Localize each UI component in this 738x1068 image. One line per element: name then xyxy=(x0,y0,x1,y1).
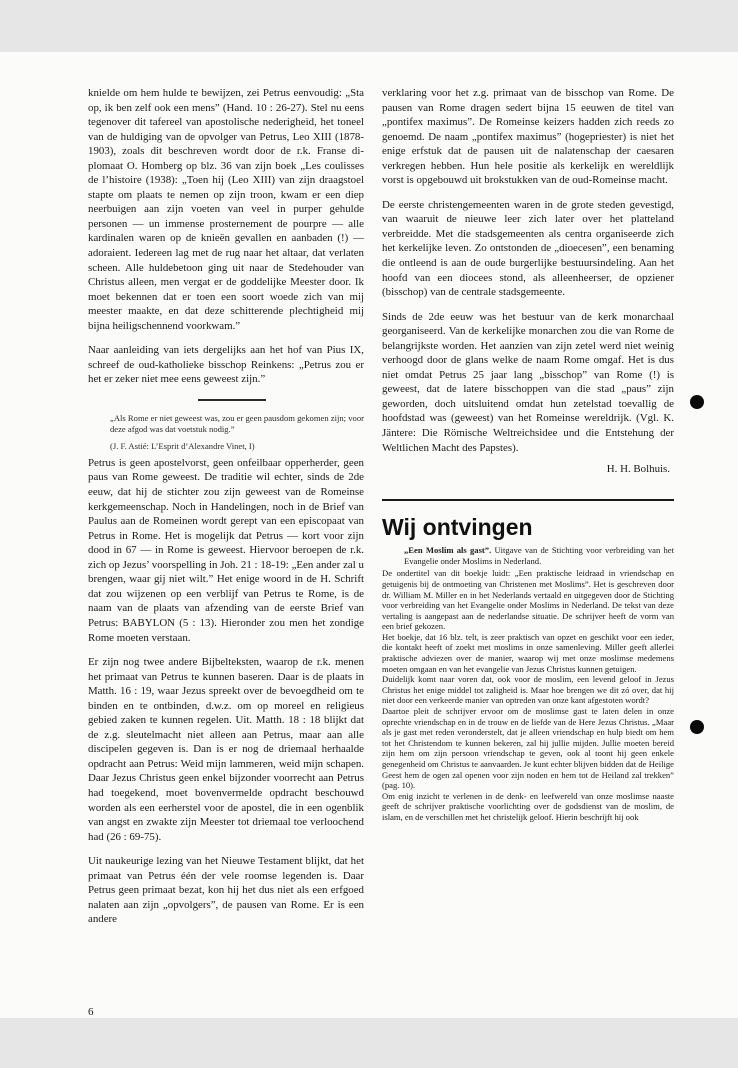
body-paragraph: De eerste christengemeenten waren in de grote steden gevestigd, van waaruit de nieuwe leer zich later over het platteland verbreidde. Met die stadsgemeenten als centra organiseerde zich het kerkelijke leven. Zo ontstonden de „dioecesen”, een benaming die ontleend is aan de oude burgerlijke bestuursindeling. Aan het hoofd van een diocees stond, als alleenheerser, de opziener (bisschop) van de centrale stadsgemeente. xyxy=(382,198,674,299)
top-margin-band xyxy=(0,0,738,52)
section-rule xyxy=(382,499,674,501)
separator-rule xyxy=(198,399,266,401)
body-paragraph: knielde om hem hulde te bewijzen, zei Petrus eenvoudig: „Sta op, ik ben zelf ook een mens” (Hand. 10 : 26-27). Stel nu eens tegenover dit tafereel van apostolische nederigheid, het toneel van de huldiging van de opvolger van Petrus, Leo XIII (1878-1903), zoals dit beschreven wordt door de r.k. Franse diplomaat O. Homberg op blz. 36 van zijn boek „Les coulisses de l’histoire (1938): „Toen hij (Leo XIII) van zijn draagstoel stapte om plaats te nemen op zijn troon, kwam er een diep neerbuigen aan zijn voeten van veel in purper gehulde personen — un immense prosternement de pourpre — alle kardinalen waren op de knieën gevallen en aanbaden (!) — adoraient. Iedereen lag met de rug naar het altaar, dat verlaten scheen. Alle huldebetoon ging uit naar de Stedehouder van Christus alleen, men vergat er de goddelijke Meester door. Ik moet bekennen dat er toen een soort woede zich van mij meester maakte, en dat deze schitterende plechtigheid mij bijna heiligschennend voorkwam.” xyxy=(88,87,364,332)
quote-source: (J. F. Astié: L’Esprit d’Alexandre Vinet, I) xyxy=(110,440,255,451)
block-quote: „Als Rome er niet geweest was, zou er geen pausdom gekomen zijn; voor deze afgod was dat voetstuk nodig.” xyxy=(110,412,364,434)
left-column xyxy=(88,86,364,927)
punch-hole-mark xyxy=(690,395,704,409)
book-title: „Een Moslim als gast”. xyxy=(404,545,492,556)
punch-hole-mark xyxy=(690,720,704,734)
section-heading: Wij ontvingen xyxy=(382,514,533,541)
review-paragraph: De ondertitel van dit boekje luidt: „Een praktische leidraad in vriendschap en getuigenis bij de ontmoeting van Christenen met Moslims”. Het is geschreven door dr. William M. Miller en in het Nederlands vertaald en uitgegeven door de Stichting voor verbreiding van het Evangelie onder Moslims in Nederland. De tekst van deze vertaling is aangepast aan de nederlandse situatie. De schrijver heeft de vorm van een brief gekozen. xyxy=(382,568,674,632)
author-signature: H. H. Bolhuis. xyxy=(606,463,670,476)
bottom-margin-band xyxy=(0,1018,738,1068)
review-paragraph: Om enig inzicht te verlenen in de denk- en leefwereld van onze moslimse naaste geeft de schrijver praktische voorlichting over de godsdienst van de moslim, de islam, en de verschillen met het christelijk geloof. Hierin beschrijft hij ook xyxy=(382,790,674,822)
right-column xyxy=(382,86,674,823)
body-paragraph: Uit naukeurige lezing van het Nieuwe Testament blijkt, dat het primaat van Petrus één der vele roomse legenden is. Daar Petrus geen primaat bezat, kon hij het dus niet als een erfgoed nalaten aan zijn „opvolgers”, de pausen van Rome. Er is een andere xyxy=(88,855,364,926)
review-paragraph: Daartoe pleit de schrijver ervoor om de moslimse gast te laten delen in onze oprechte vriendschap en in de trouw en de liefde van de Here Jezus Christus. „Maar als je gast met reden veronderstelt, dat je alleen vriendschap en hulp biedt om hem tot het Christendom te kunnen bekeren, zal hij jullie mijden. Jullie moeten bereid zijn hem om zijn persoon vriendschap te geven, ook al toont hij geen enkele genegenheid om Christus te aanvaarden. Je kunt echter blijven bidden dat de Heilige Geest hem de ogen zal openen voor zijn noden en hem tot de Heiland zal trekken” (pag. 10). xyxy=(382,706,674,791)
body-paragraph: Petrus is geen apostelvorst, geen onfeilbaar opperherder, geen paus van Rome geweest. De traditie wil echter, sinds de 2de eeuw, dat hij de stichter zou zijn geweest van de Romeinse kerkgemeenschap. Noch in Handelingen, noch in de Brief van Paulus aan de Romeinen wordt gerept van een episcopaat van Petrus in Rome. Het is mogelijk dat Petrus — kort voor zijn dood in 67 — in Rome is geweest. Hiervoor beroepen de r.k. zich op Jezus’ voorspelling in Joh. 21 : 18-19: „Een ander zal u brengen, waar gij niet wilt.” Het enige woord in de H. Schrift dat zou wijzenen op een verblijf van Petrus te Rome, is de naam van de plaats van afzending van de eerste Brief van Petrus: BABYLON (5 : 13). Hieronder zou men het zondige Rome moeten verstaan. xyxy=(88,456,364,644)
body-paragraph: Sinds de 2de eeuw was het bestuur van de kerk monarchaal georganiseerd. Van de kerkelijke monarchen zou die van Rome de belangrijkste worden. Het aanzien van zijn zetel werd niet weinig verhoogd door de glans welke de naam Rome omgaf. Het is dus niet omdat Petrus 25 jaar lang „bisschop” van Rome (!) is geweest, dat de latere bisschoppen van die stad „paus” zijn geworden, doch uitsluitend omdat hun zetelstad toevallig de hoofdstad was (geweest) van het Romeinse wereldrijk. (Vgl. K. Jäntere: Die Römische Weltreichsidee und die Entstehung der Weltlichen Macht des Papstes). xyxy=(382,310,674,454)
body-paragraph: Er zijn nog twee andere Bijbelteksten, waarop de r.k. menen het primaat van Petrus te kunnen baseren. Daar is de plaats in Matth. 16 : 19, waar Jezus spreekt over de bevoegdheid om te binden en te ontbinden, d.w.z. om op moreel en religieus gebied zaken te kunnen regelen. Uit. Matth. 18 : 18 blijkt dat de z.g. sleutelmacht niet alleen aan Petrus, maar aan alle discipelen gegeven is. Dan is er nog de driemaal herhaalde opdracht aan Petrus: Weid mijn lammeren, weid mijn schapen. Daar Jezus Christus geen enkel bijzonder voorrecht aan Petrus had toegekend, moet bovenvermelde opdracht beschouwd worden als een eerherstel voor de apostel, die in een ogenblik van angst en zwakte zijn Meester tot driemaal toe verloochend had (26 : 69-75). xyxy=(88,656,364,843)
book-entry xyxy=(404,545,674,566)
book-description: Uitgave van de Stichting voor verbreiding van het Evangelie onder Moslims in Nederland. xyxy=(404,545,674,566)
review-paragraph: Duidelijk komt naar voren dat, ook voor de moslim, een levend geloof in Jezus Christus het enige middel tot zaligheid is. Maar hoe brengen we dit zó over, dat hij niet door een verkeerde manier van optreden van onze kant afgestoten wordt? xyxy=(382,674,674,706)
page-number: 6 xyxy=(88,1006,94,1018)
body-paragraph: verklaring voor het z.g. primaat van de bisschop van Rome. De pausen van Rome dragen sedert bijna 15 eeuwen de titel van „pontifex maximus”. De Romeinse keizers hadden zich reeds zo genoemd. De naam „pontifex maximus” (hogepriester) is niet het enige erfstuk dat de pausen uit de nalatenschap der caesaren verkregen hebben. Hun hele positie als kerkelijk en wereldlijk vorst is opgebouwd uit brokstukken van de oud-Romeinse macht. xyxy=(382,87,674,187)
review-paragraph: Het boekje, dat 16 blz. telt, is zeer praktisch van opzet en geschikt voor een ieder, die kontakt heeft of zoekt met moslims in onze samenleving. Miller geeft allerlei praktische adviezen over de manier, waarop wij met onze moslimse medemens moeten omgaan en van het evangelie van Jezus Christus kunnen getuigen. xyxy=(382,631,674,674)
body-paragraph: Naar aanleiding van iets dergelijks aan het hof van Pius IX, schreef de oud-katholieke bisschop Reinkens: „Petrus zou er het er zeker niet mee eens geweest zijn.” xyxy=(88,344,364,386)
